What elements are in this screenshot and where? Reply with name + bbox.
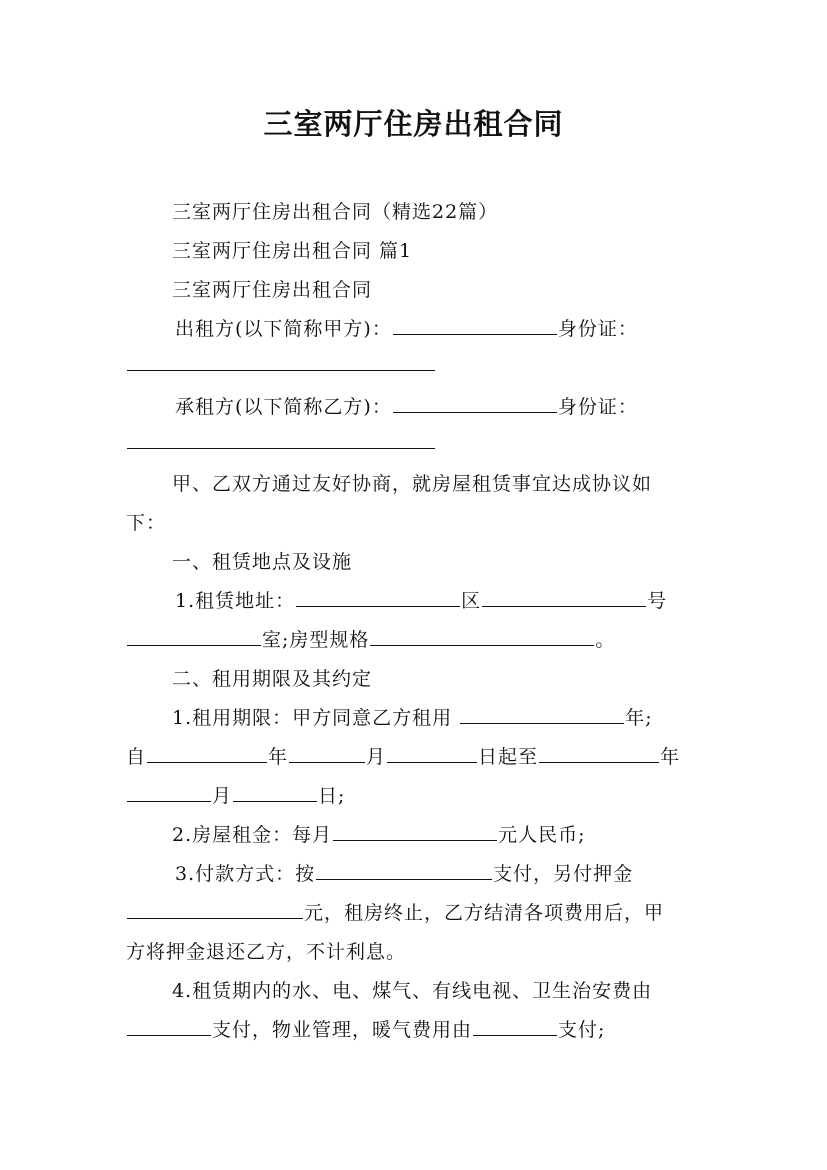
lessor-label: 出租方(以下简称甲方)： [175,318,392,340]
from-day-blank [387,744,477,763]
payment-label: 3.付款方式：按 [175,863,316,885]
to-month-blank [127,783,211,802]
district-label: 区 [461,590,482,612]
room-blank [127,627,261,646]
payment-mid: 支付，另付押金 [493,863,634,885]
deposit-blank [127,900,303,919]
lessor-id-blank [127,352,435,371]
section1-heading: 一、租赁地点及设施 [172,551,353,573]
from-label: 自 [126,746,147,768]
from-month-label: 月 [366,746,387,768]
to-day-blank [233,783,317,802]
term-year: 年; [625,707,653,729]
contract-name-line: 三室两厅住房出租合同 [172,279,373,301]
district-blank [482,588,646,607]
rent-blank [333,822,497,841]
lessee-id-label: 身份证： [557,396,638,418]
from-month-blank [289,744,365,763]
deposit-line-2: 方将押金退还乙方，不计利息。 [126,941,407,963]
fees-payer-blank [127,1017,211,1036]
term-blank [460,705,624,724]
intro-line-2: 下： [126,512,167,534]
rent-label: 2.房屋租金：每月 [172,824,333,846]
rent-line [172,822,586,848]
to-year-blank [539,744,659,763]
lessee-id-line [126,430,436,456]
room-line [126,627,615,653]
date-end-line [126,783,345,809]
lessor-id-line [126,352,436,378]
heating-payer-blank [473,1017,557,1036]
to-day-label: 日; [318,785,346,807]
chapter-line: 三室两厅住房出租合同 篇1 [172,240,413,262]
layout-blank [370,627,594,646]
address-line [175,588,667,614]
fees-mid: 支付，物业管理，暖气费用由 [212,1019,473,1041]
section2-heading: 二、租用期限及其约定 [172,668,373,690]
to-year-label: 年 [660,746,681,768]
to-month-label: 月 [212,785,233,807]
fees-end: 支付; [558,1019,606,1041]
from-year-blank [147,744,267,763]
address-label: 1.租赁地址： [175,590,296,612]
from-year-label: 年 [268,746,289,768]
lessor-line [175,316,638,342]
subtitle-line: 三室两厅住房出租合同（精选22篇） [172,201,499,223]
to-label: 日起至 [478,746,539,768]
deposit-line [126,900,664,926]
lessor-id-label: 身份证： [557,318,638,340]
lessee-name-blank [393,394,557,413]
payment-line [175,861,633,887]
fees-line: 4.租赁期内的水、电、煤气、有线电视、卫生治安费由 [172,980,653,1002]
room-end: 。 [595,629,616,651]
rent-unit: 元人民币; [498,824,586,846]
lessee-line [175,394,638,420]
address-blank [296,588,460,607]
lessor-name-blank [393,316,557,335]
payment-blank [316,861,492,880]
page-title: 三室两厅住房出租合同 [263,107,564,141]
term-line [172,705,653,731]
deposit-text: 元，租房终止，乙方结清各项费用后，甲 [304,902,665,924]
lessee-id-blank [127,430,435,449]
date-range-line [126,744,680,770]
room-label: 室;房型规格 [262,629,370,651]
fees-line-2 [126,1017,605,1043]
lessee-label: 承租方(以下简称乙方)： [175,396,392,418]
intro-line-1: 甲、乙双方通过友好协商，就房屋租赁事宜达成协议如 [172,473,653,495]
number-label: 号 [647,590,668,612]
term-label: 1.租用期限：甲方同意乙方租用 [172,707,453,729]
